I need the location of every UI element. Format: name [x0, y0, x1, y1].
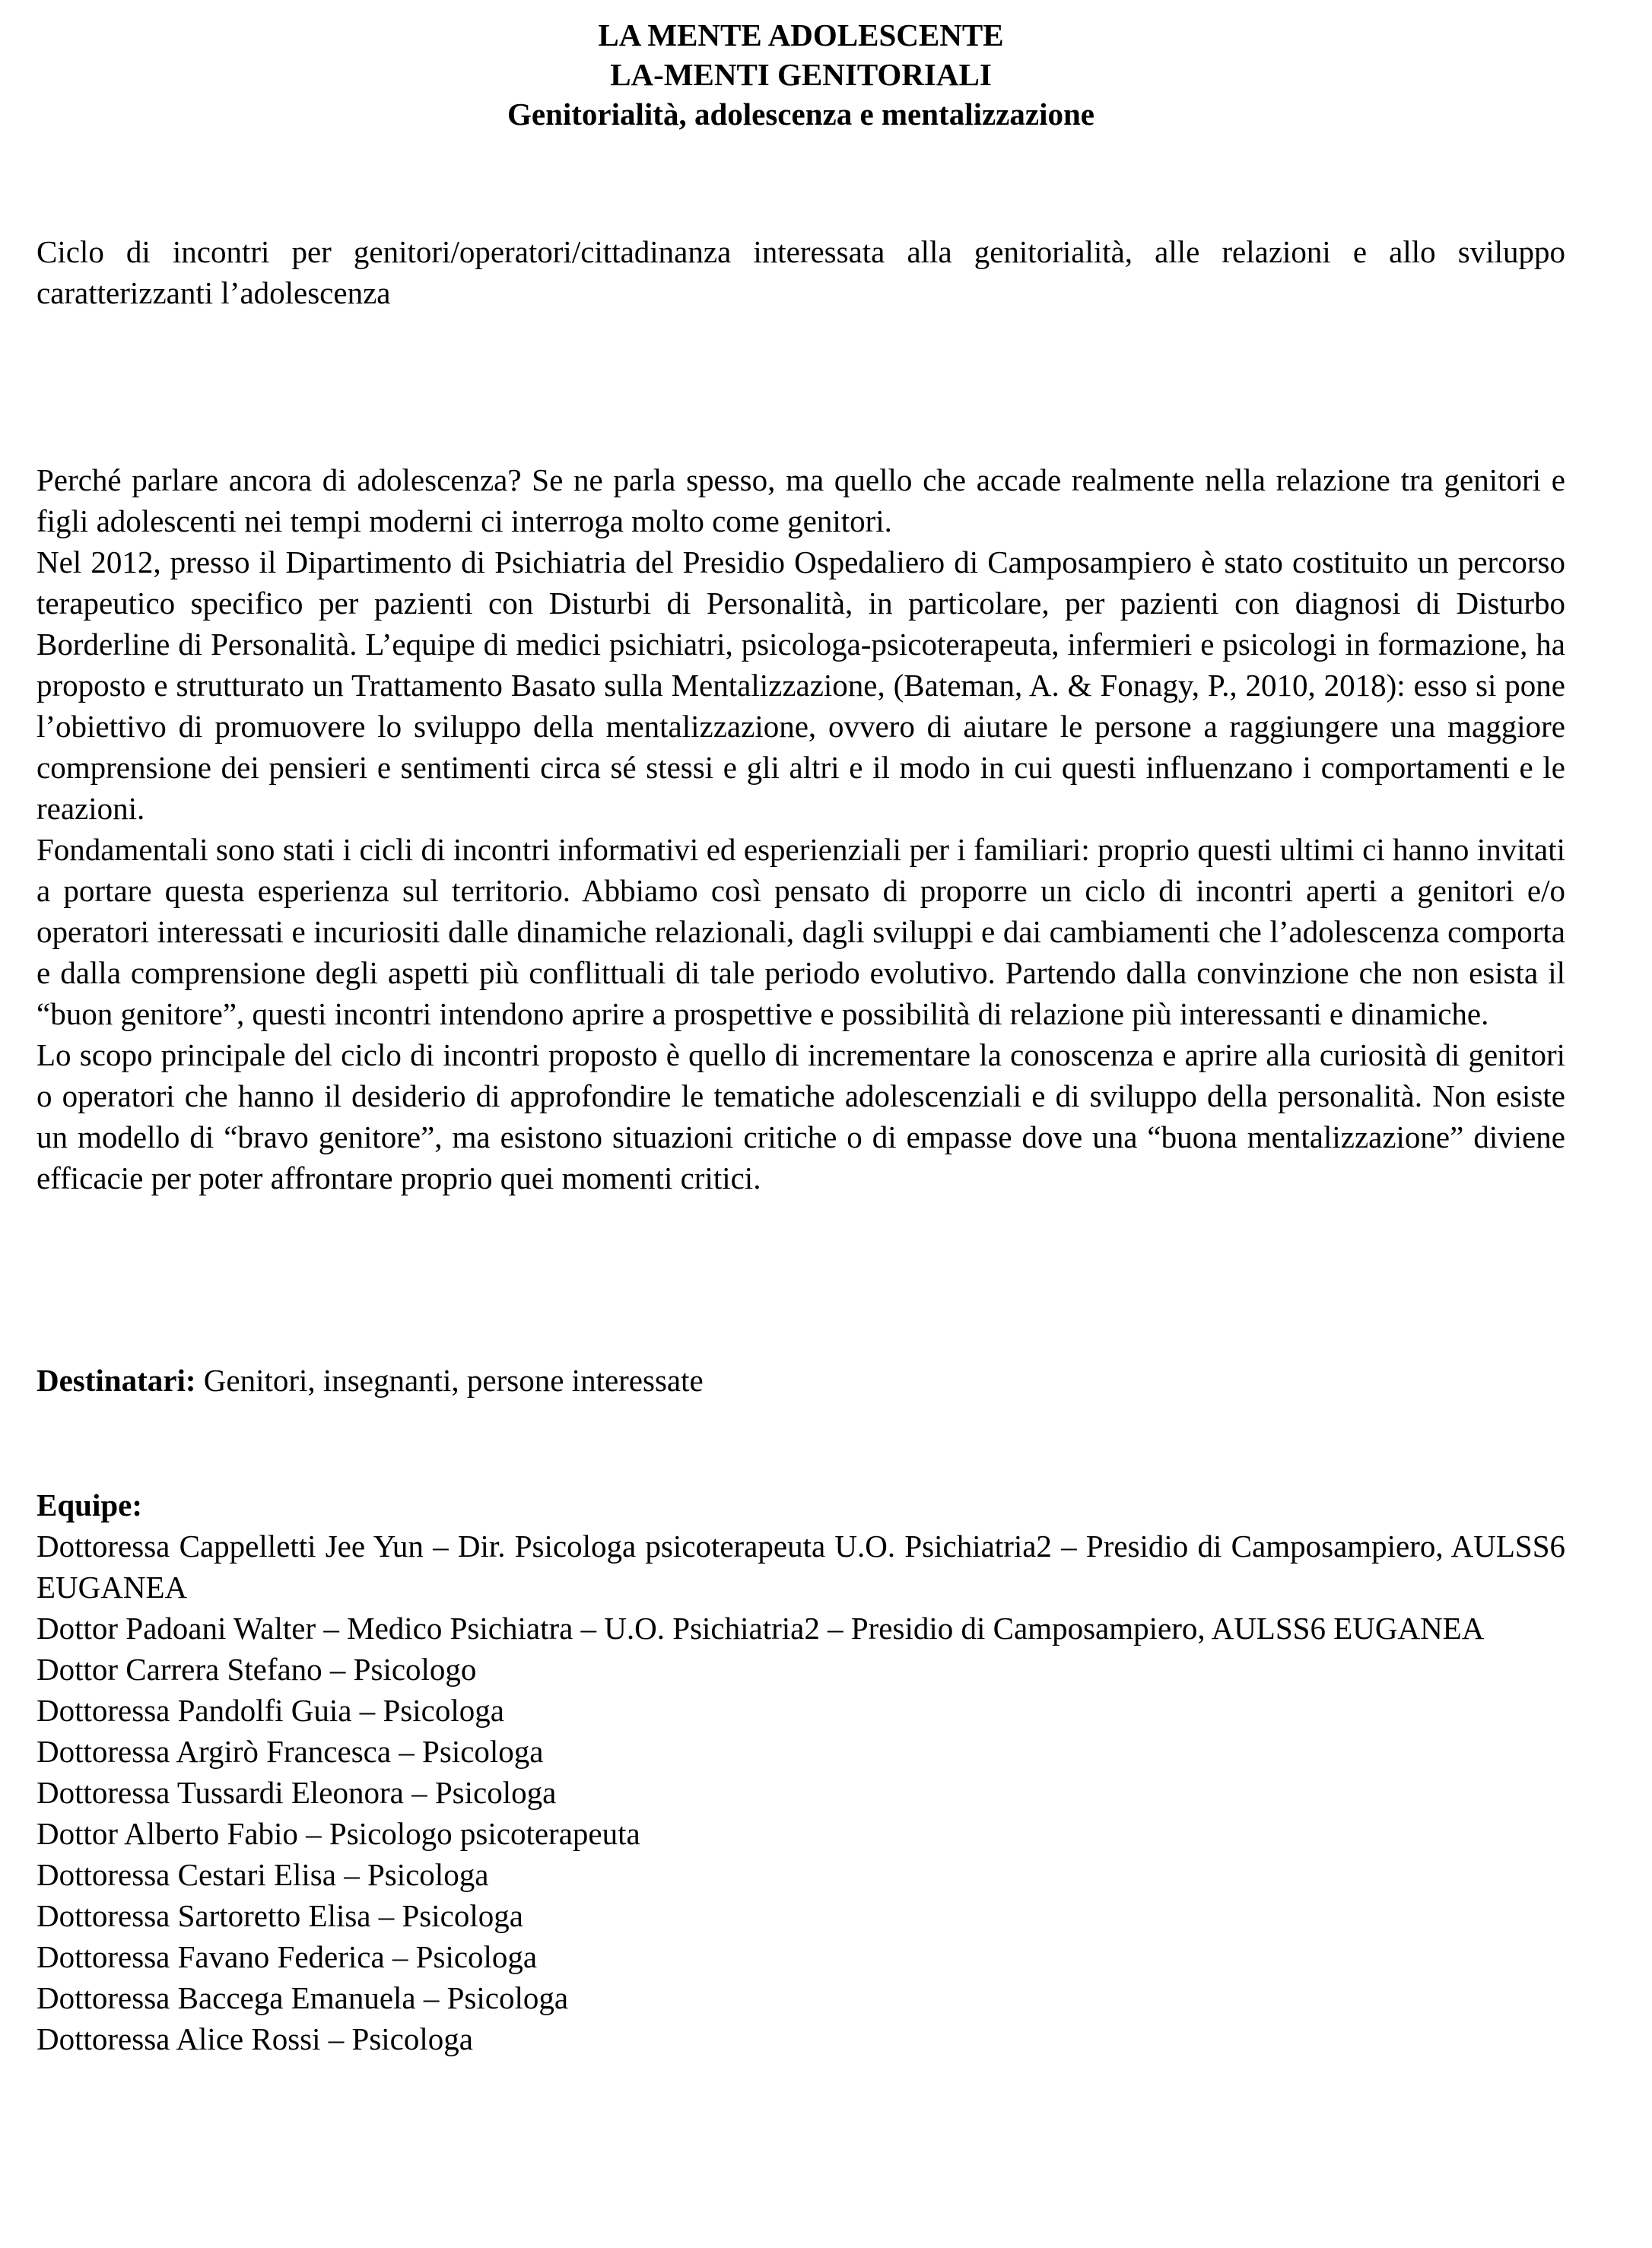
equipe-member: Dottor Carrera Stefano – Psicologo — [37, 1652, 477, 1687]
paragraph: Fondamentali sono stati i cicli di incontri informativi ed esperienziali per i familiari: proprio questi ultimi ci hanno invitati a portare questa esperienza sul territorio. Abbiamo così pensato di proporre un ciclo di incontri aperti a genitori e/o operatori interessati e incuriositi dalle dinamiche relazionali, dagli sviluppi e dai cambiamenti che l’adolescenza comporta e dalla comprensione degli aspetti più conflittuali di tale periodo evolutivo. Partendo dalla convinzione che non esista il “buon genitore”, questi incontri intendono aprire a prospettive e possibilità di relazione più interessanti e dinamiche. — [37, 832, 1565, 1031]
title-line-1: LA MENTE ADOLESCENTE — [598, 17, 1004, 52]
equipe-section — [37, 1484, 1565, 2059]
paragraph: Nel 2012, presso il Dipartimento di Psichiatria del Presidio Ospedaliero di Camposampiero è stato costituito un percorso terapeutico specifico per pazienti con Disturbi di Personalità, in particolare, per pazienti con diagnosi di Disturbo Borderline di Personalità. L’equipe di medici psichiatri, psicologa-psicoterapeuta, infermieri e psicologi in formazione, ha proposto e strutturato un Trattamento Basato sulla Mentalizzazione, (Bateman, A. & Fonagy, P., 2010, 2018): esso si pone l’obiettivo di promuovere lo sviluppo della mentalizzazione, ovvero di aiutare le persone a raggiungere una maggiore comprensione dei pensieri e sentimenti circa sé stessi e gli altri e il modo in cui questi influenzano i comportamenti e le reazioni. — [37, 545, 1565, 826]
equipe-member: Dottoressa Alice Rossi – Psicologa — [37, 2021, 473, 2056]
equipe-member: Dottoressa Argirò Francesca – Psicologa — [37, 1734, 544, 1769]
title-line-2: LA-MENTI GENITORIALI — [610, 57, 992, 92]
destinatari-label: Destinatari: — [37, 1363, 196, 1398]
equipe-member: Dottor Padoani Walter – Medico Psichiatra – U.O. Psichiatria2 – Presidio di Camposampiero, AULSS6 EUGANEA — [37, 1611, 1485, 1646]
equipe-member: Dottoressa Sartoretto Elisa – Psicologa — [37, 1898, 523, 1933]
subtitle: Genitorialità, adolescenza e mentalizzazione — [507, 97, 1094, 132]
document-page — [37, 15, 1565, 2059]
equipe-member: Dottor Alberto Fabio – Psicologo psicoterapeuta — [37, 1816, 640, 1851]
destinatari-text: Genitori, insegnanti, persone interessate — [195, 1363, 704, 1398]
equipe-member: Dottoressa Favano Federica – Psicologa — [37, 1939, 538, 1974]
equipe-member: Dottoressa Cappelletti Jee Yun – Dir. Psicologa psicoterapeuta U.O. Psichiatria2 – Presidio di Camposampiero, AULSS6 EUGANEA — [37, 1529, 1565, 1605]
equipe-member: Dottoressa Cestari Elisa – Psicologa — [37, 1857, 489, 1892]
equipe-member: Dottoressa Pandolfi Guia – Psicologa — [37, 1693, 504, 1728]
intro-text: Ciclo di incontri per genitori/operatori/cittadinanza interessata alla genitorialità, alle relazioni e allo sviluppo caratterizzanti l’adolescenza — [37, 234, 1565, 310]
paragraph: Lo scopo principale del ciclo di incontri proposto è quello di incrementare la conoscenza e aprire alla curiosità di genitori o operatori che hanno il desiderio di approfondire le tematiche adolescenziali e di sviluppo della personalità. Non esiste un modello di “bravo genitore”, ma esistono situazioni critiche o di empasse dove una “buona mentalizzazione” diviene efficacie per poter affrontare proprio quei momenti critici. — [37, 1037, 1565, 1195]
equipe-member: Dottoressa Baccega Emanuela – Psicologa — [37, 1980, 569, 2015]
equipe-list — [37, 1526, 1565, 2059]
equipe-heading: Equipe: — [37, 1488, 142, 1522]
paragraph: Perché parlare ancora di adolescenza? Se ne parla spesso, ma quello che accade realmente nella relazione tra genitori e figli adolescenti nei tempi moderni ci interroga molto come genitori. — [37, 462, 1565, 538]
equipe-member: Dottoressa Tussardi Eleonora – Psicologa — [37, 1775, 557, 1810]
title-block — [37, 15, 1565, 134]
destinatari — [37, 1360, 1565, 1401]
body-text — [37, 459, 1565, 1199]
